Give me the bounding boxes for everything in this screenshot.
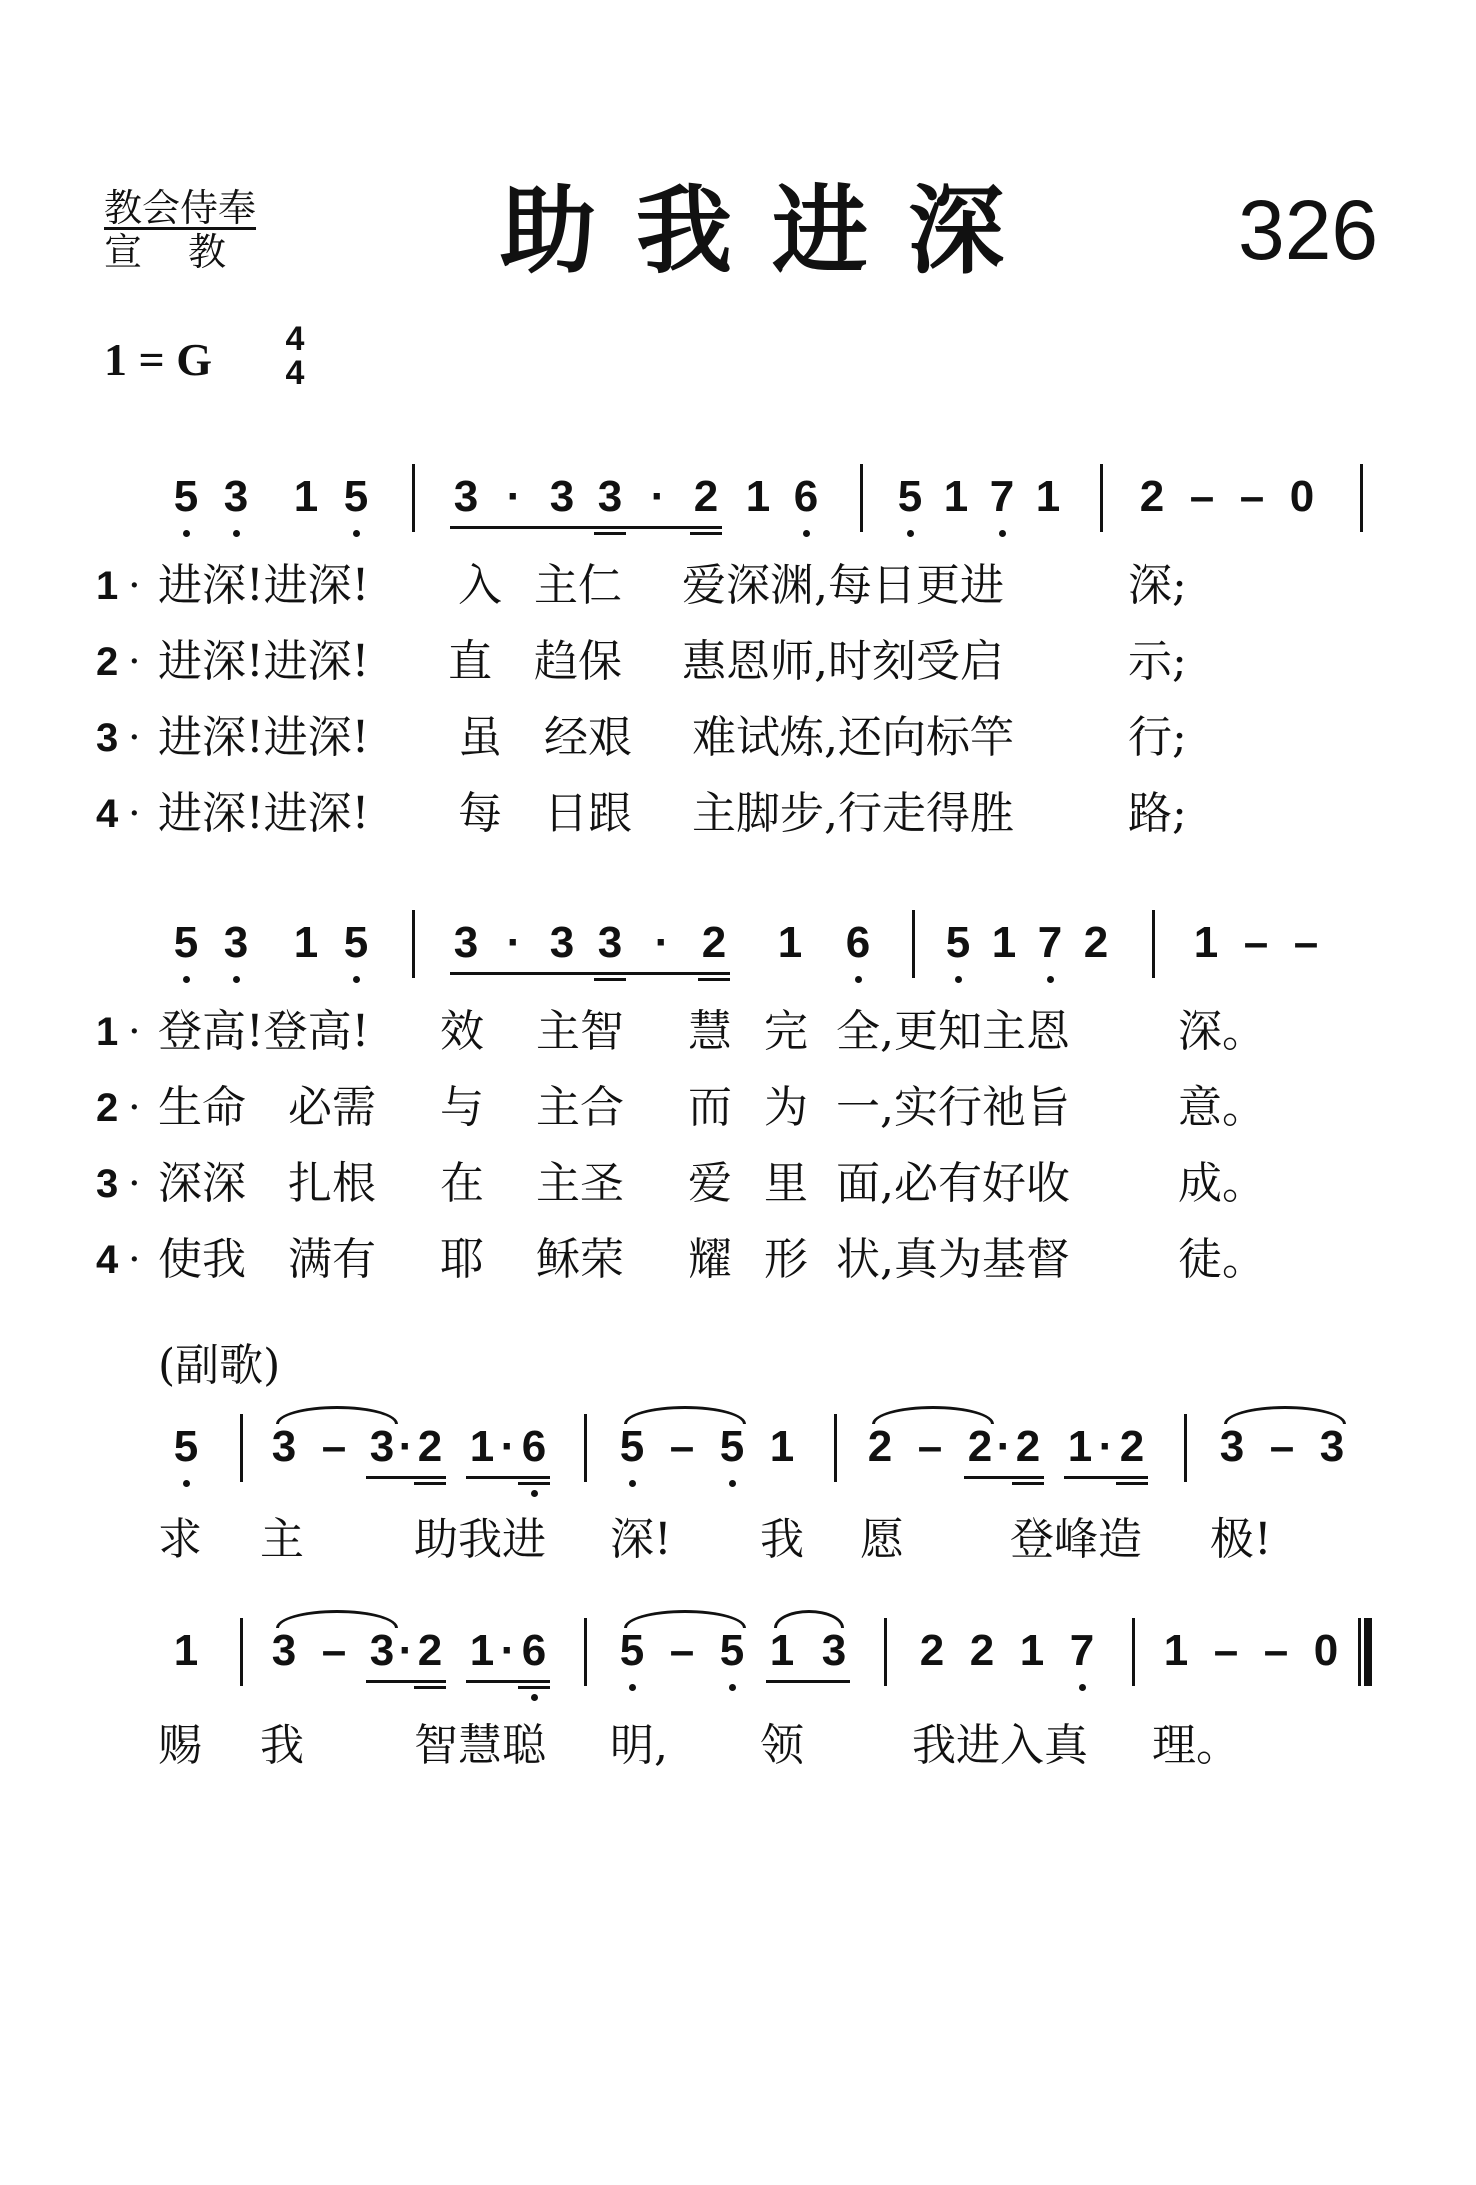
lyric: 主智 bbox=[536, 1006, 624, 1057]
lyric: 成。 bbox=[1178, 1158, 1266, 1209]
underline bbox=[594, 972, 730, 975]
lyric: 行; bbox=[1128, 712, 1187, 763]
bar-line bbox=[860, 464, 863, 532]
lyric: 使我 bbox=[158, 1234, 246, 1285]
note: 1 bbox=[469, 1626, 495, 1675]
refrain-label: (副歌) bbox=[158, 1340, 281, 1391]
lyric: 深深 bbox=[158, 1158, 246, 1209]
lyric: 意。 bbox=[1178, 1082, 1266, 1133]
verse-number: 3 bbox=[96, 1162, 119, 1206]
lyric: 难试炼,还向标竿 bbox=[692, 712, 1014, 763]
note: 2 bbox=[967, 1422, 993, 1471]
low-dot bbox=[353, 530, 360, 537]
verse-number: 1 bbox=[96, 564, 119, 608]
lyric: 进深!进深! bbox=[158, 788, 370, 839]
verse-number: 2 bbox=[96, 1086, 119, 1130]
lyric: 日跟 bbox=[544, 788, 632, 839]
underline bbox=[594, 978, 626, 981]
lyric: 入 bbox=[458, 560, 502, 611]
lyric: 示; bbox=[1128, 636, 1187, 687]
lyric: 徒。 bbox=[1178, 1234, 1266, 1285]
note: 5 bbox=[343, 918, 369, 967]
note: 3 bbox=[1319, 1422, 1345, 1471]
lyric: 一,实行祂旨 bbox=[836, 1082, 1070, 1133]
dash: – bbox=[917, 1422, 943, 1471]
note: 1 bbox=[943, 472, 969, 521]
note: 2 bbox=[1083, 918, 1109, 967]
refrain-lyrics-line-1 bbox=[96, 1510, 1376, 1570]
note-dot: · bbox=[1098, 1422, 1114, 1471]
low-dot bbox=[183, 1480, 190, 1487]
underline bbox=[466, 1476, 550, 1479]
hymn-number: 326 bbox=[1238, 183, 1379, 277]
lyric: 进深!进深! bbox=[158, 636, 370, 687]
note: 1 bbox=[1035, 472, 1061, 521]
lyric: 效 bbox=[440, 1006, 484, 1057]
note: 1 bbox=[1019, 1626, 1045, 1675]
lyric: 直 bbox=[448, 636, 492, 687]
tie bbox=[624, 1406, 746, 1424]
note: 3 bbox=[453, 918, 479, 967]
lyric: 惠恩师,时刻受启 bbox=[682, 636, 1004, 687]
refrain-music-line-1 bbox=[100, 1410, 1400, 1490]
verse-1-line-1: 1 · 进深!进深! 入 主仁 爱深渊,每日更进 深; bbox=[96, 556, 1356, 616]
note-dot: · bbox=[996, 1422, 1012, 1471]
lyric: 必需 bbox=[288, 1082, 376, 1133]
low-dot bbox=[353, 976, 360, 983]
verse-number: 1 bbox=[96, 1010, 119, 1054]
note: 3 bbox=[597, 472, 623, 521]
bar-line bbox=[240, 1414, 243, 1482]
bar-line bbox=[1360, 464, 1363, 532]
note: 3 bbox=[369, 1626, 395, 1675]
note: 5 bbox=[173, 472, 199, 521]
category-label: 教会侍奉 bbox=[104, 186, 257, 230]
note: 5 bbox=[945, 918, 971, 967]
low-dot bbox=[729, 1684, 736, 1691]
lyric: 扎根 bbox=[288, 1158, 376, 1209]
low-dot bbox=[183, 530, 190, 537]
underline bbox=[766, 1680, 850, 1683]
note: 2 bbox=[417, 1422, 443, 1471]
note: 3 bbox=[271, 1626, 297, 1675]
bar-line bbox=[1152, 910, 1155, 978]
note: 3 bbox=[597, 918, 623, 967]
dash: – bbox=[321, 1626, 347, 1675]
hymn-title: 助我进深 bbox=[500, 174, 1044, 287]
dash: – bbox=[1189, 472, 1215, 521]
note: 1 bbox=[991, 918, 1017, 967]
lyric: 经艰 bbox=[544, 712, 632, 763]
underline bbox=[366, 1680, 446, 1683]
note: 2 bbox=[417, 1626, 443, 1675]
lyric: 智慧聪 bbox=[414, 1720, 546, 1771]
note: 7 bbox=[1037, 918, 1063, 967]
underline bbox=[698, 978, 730, 981]
underline bbox=[964, 1476, 1044, 1479]
lyric: 求 bbox=[158, 1514, 202, 1565]
underline bbox=[414, 1686, 446, 1689]
lyric: 深; bbox=[1128, 560, 1187, 611]
note: 5 bbox=[343, 472, 369, 521]
lyric: 赐 bbox=[158, 1720, 202, 1771]
lyric: 我 bbox=[260, 1720, 304, 1771]
bar-line bbox=[584, 1618, 587, 1686]
bar-line bbox=[884, 1618, 887, 1686]
lyric: 面,必有好收 bbox=[836, 1158, 1070, 1209]
lyric: 完 bbox=[764, 1006, 808, 1057]
note-dot: · bbox=[506, 472, 522, 521]
note: 1 bbox=[173, 1626, 199, 1675]
tie bbox=[276, 1610, 398, 1628]
bar-line bbox=[412, 464, 415, 532]
note-dot: · bbox=[506, 918, 522, 967]
note: 1 bbox=[777, 918, 803, 967]
dash: – bbox=[669, 1422, 695, 1471]
low-dot bbox=[999, 530, 1006, 537]
note: 6 bbox=[845, 918, 871, 967]
note: 7 bbox=[1069, 1626, 1095, 1675]
refrain-music-line-2 bbox=[100, 1614, 1400, 1694]
lyric: 每 bbox=[458, 788, 502, 839]
key-signature: 1 = G bbox=[104, 334, 212, 385]
low-dot bbox=[629, 1480, 636, 1487]
lyric: 全,更知主恩 bbox=[836, 1006, 1070, 1057]
dash: – bbox=[321, 1422, 347, 1471]
underline bbox=[1064, 1476, 1148, 1479]
low-dot bbox=[233, 976, 240, 983]
underline bbox=[594, 526, 722, 529]
tie bbox=[774, 1610, 844, 1628]
lyric: 与 bbox=[440, 1082, 484, 1133]
note: 3 bbox=[271, 1422, 297, 1471]
lyric: 主合 bbox=[536, 1082, 624, 1133]
note: 2 bbox=[693, 472, 719, 521]
lyric: 在 bbox=[440, 1158, 484, 1209]
underline bbox=[518, 1482, 550, 1485]
lyric: 爱深渊,每日更进 bbox=[682, 560, 1004, 611]
lyric: 慧 bbox=[688, 1006, 732, 1057]
note: 5 bbox=[619, 1422, 645, 1471]
time-signature-numerator: 4 bbox=[285, 320, 305, 358]
note: 1 bbox=[1163, 1626, 1189, 1675]
lyric: 虽 bbox=[458, 712, 502, 763]
lyric: 我 bbox=[760, 1514, 804, 1565]
underline bbox=[594, 532, 626, 535]
lyric: 而 bbox=[688, 1082, 732, 1133]
note: 3 bbox=[223, 918, 249, 967]
lyric: 深。 bbox=[1178, 1006, 1266, 1057]
lyric: 主圣 bbox=[536, 1158, 624, 1209]
low-dot bbox=[1079, 1684, 1086, 1691]
lyric: 主 bbox=[260, 1514, 304, 1565]
note: 3 bbox=[821, 1626, 847, 1675]
note: 3 bbox=[549, 472, 575, 521]
verse-3-line-1: 3 · 进深!进深! 虽 经艰 难试炼,还向标竿 行; bbox=[96, 708, 1356, 768]
low-dot bbox=[531, 1694, 538, 1701]
lyric: 路; bbox=[1128, 788, 1187, 839]
note: 1 bbox=[293, 472, 319, 521]
bar-line bbox=[584, 1414, 587, 1482]
low-dot bbox=[233, 530, 240, 537]
lyric: 领 bbox=[760, 1720, 804, 1771]
tie bbox=[872, 1406, 994, 1424]
lyric: 极! bbox=[1210, 1514, 1272, 1565]
note: 1 bbox=[1193, 918, 1219, 967]
music-line-2 bbox=[100, 906, 1400, 986]
lyric: 爱 bbox=[688, 1158, 732, 1209]
lyric: 明, bbox=[610, 1720, 668, 1771]
bar-line bbox=[1184, 1414, 1187, 1482]
verse-number: 4 bbox=[96, 792, 119, 836]
dash: – bbox=[669, 1626, 695, 1675]
note: 5 bbox=[173, 918, 199, 967]
note: 2 bbox=[701, 918, 727, 967]
lyric: 理。 bbox=[1152, 1720, 1240, 1771]
low-dot bbox=[729, 1480, 736, 1487]
lyric: 为 bbox=[764, 1082, 808, 1133]
lyric: 主仁 bbox=[534, 560, 622, 611]
lyric: 登高!登高! bbox=[158, 1006, 370, 1057]
dash: – bbox=[1213, 1626, 1239, 1675]
bar-line bbox=[834, 1414, 837, 1482]
lyric: 进深!进深! bbox=[158, 712, 370, 763]
note-dot: · bbox=[650, 472, 666, 521]
verse-number: 2 bbox=[96, 640, 119, 684]
verse-number: 3 bbox=[96, 716, 119, 760]
time-signature bbox=[280, 322, 310, 390]
verse-3-line-2: 3 · 深深 扎根 在 主圣 爱 里 面,必有好收 成。 bbox=[96, 1154, 1376, 1214]
note: 3 bbox=[549, 918, 575, 967]
bar-line bbox=[1132, 1618, 1135, 1686]
note: 0 bbox=[1313, 1626, 1339, 1675]
low-dot bbox=[955, 976, 962, 983]
lyric: 稣荣 bbox=[536, 1234, 624, 1285]
refrain-lyrics-line-2 bbox=[96, 1716, 1376, 1776]
low-dot bbox=[183, 976, 190, 983]
tie bbox=[1224, 1406, 1346, 1424]
low-dot bbox=[803, 530, 810, 537]
final-bar-line bbox=[1358, 1618, 1372, 1686]
lyric: 生命 bbox=[158, 1082, 246, 1133]
bar-line bbox=[412, 910, 415, 978]
note: 5 bbox=[173, 1422, 199, 1471]
underline bbox=[466, 1680, 550, 1683]
verse-4-line-2: 4 · 使我 满有 耶 稣荣 耀 形 状,真为基督 徒。 bbox=[96, 1230, 1376, 1290]
lyric: 状,真为基督 bbox=[836, 1234, 1070, 1285]
note: 6 bbox=[521, 1626, 547, 1675]
bar-line bbox=[912, 910, 915, 978]
verse-1-line-2: 1 · 登高!登高! 效 主智 慧 完 全,更知主恩 深。 bbox=[96, 1002, 1376, 1062]
dash: – bbox=[1243, 918, 1269, 967]
underline bbox=[518, 1686, 550, 1689]
note: 5 bbox=[619, 1626, 645, 1675]
note: 2 bbox=[919, 1626, 945, 1675]
note: 0 bbox=[1289, 472, 1315, 521]
note: 1 bbox=[1067, 1422, 1093, 1471]
note: 2 bbox=[867, 1422, 893, 1471]
low-dot bbox=[1047, 976, 1054, 983]
note: 6 bbox=[521, 1422, 547, 1471]
note-dot: · bbox=[654, 918, 670, 967]
note: 1 bbox=[769, 1422, 795, 1471]
note: 2 bbox=[1119, 1422, 1145, 1471]
low-dot bbox=[907, 530, 914, 537]
note: 3 bbox=[223, 472, 249, 521]
verse-number: 4 bbox=[96, 1238, 119, 1282]
lyric: 满有 bbox=[288, 1234, 376, 1285]
note: 2 bbox=[969, 1626, 995, 1675]
subcategory-label: 宣教 bbox=[104, 230, 273, 274]
lyric: 深! bbox=[610, 1514, 672, 1565]
note: 5 bbox=[719, 1422, 745, 1471]
verse-2-line-1: 2 · 进深!进深! 直 趋保 惠恩师,时刻受启 示; bbox=[96, 632, 1356, 692]
low-dot bbox=[531, 1490, 538, 1497]
low-dot bbox=[629, 1684, 636, 1691]
tie bbox=[276, 1406, 398, 1424]
dash: – bbox=[1293, 918, 1319, 967]
time-signature-denominator: 4 bbox=[285, 354, 305, 392]
tie bbox=[624, 1610, 746, 1628]
note: 5 bbox=[897, 472, 923, 521]
lyric: 愿 bbox=[860, 1514, 904, 1565]
note: 1 bbox=[769, 1626, 795, 1675]
lyric: 登峰造 bbox=[1010, 1514, 1142, 1565]
note: 6 bbox=[793, 472, 819, 521]
note: 3 bbox=[1219, 1422, 1245, 1471]
note: 2 bbox=[1139, 472, 1165, 521]
bar-line bbox=[240, 1618, 243, 1686]
note: 3 bbox=[369, 1422, 395, 1471]
underline bbox=[690, 532, 722, 535]
lyric: 里 bbox=[764, 1158, 808, 1209]
note-dot: · bbox=[500, 1422, 516, 1471]
lyric: 进深!进深! bbox=[158, 560, 370, 611]
lyric: 耀 bbox=[688, 1234, 732, 1285]
note-dot: · bbox=[398, 1626, 414, 1675]
underline bbox=[1116, 1482, 1148, 1485]
low-dot bbox=[855, 976, 862, 983]
bar-line bbox=[1100, 464, 1103, 532]
note: 3 bbox=[453, 472, 479, 521]
lyric: 主脚步,行走得胜 bbox=[692, 788, 1014, 839]
verse-4-line-1: 4 · 进深!进深! 每 日跟 主脚步,行走得胜 路; bbox=[96, 784, 1356, 844]
dash: – bbox=[1239, 472, 1265, 521]
note: 1 bbox=[469, 1422, 495, 1471]
lyric: 我进入真 bbox=[912, 1720, 1088, 1771]
note: 2 bbox=[1015, 1422, 1041, 1471]
note: 1 bbox=[293, 918, 319, 967]
underline bbox=[414, 1482, 446, 1485]
lyric: 助我进 bbox=[414, 1514, 546, 1565]
note: 5 bbox=[719, 1626, 745, 1675]
lyric: 趋保 bbox=[534, 636, 622, 687]
note-dot: · bbox=[500, 1626, 516, 1675]
dash: – bbox=[1263, 1626, 1289, 1675]
underline bbox=[366, 1476, 446, 1479]
verse-2-line-2: 2 · 生命 必需 与 主合 而 为 一,实行祂旨 意。 bbox=[96, 1078, 1376, 1138]
lyric: 耶 bbox=[440, 1234, 484, 1285]
lyric: 形 bbox=[764, 1234, 808, 1285]
dash: – bbox=[1269, 1422, 1295, 1471]
music-line-1 bbox=[100, 460, 1400, 540]
note-dot: · bbox=[398, 1422, 414, 1471]
underline bbox=[1012, 1482, 1044, 1485]
note: 7 bbox=[989, 472, 1015, 521]
note: 1 bbox=[745, 472, 771, 521]
